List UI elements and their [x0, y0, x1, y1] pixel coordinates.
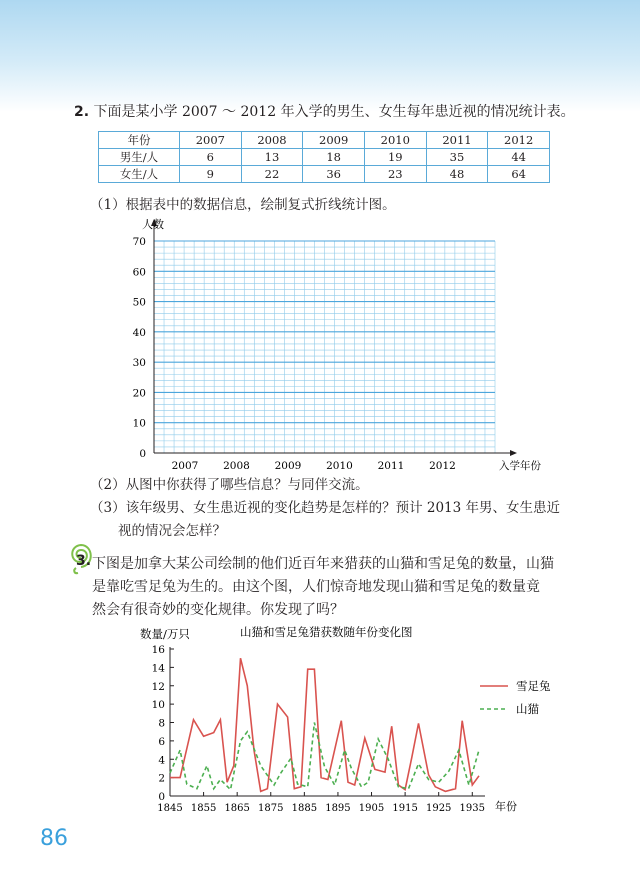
table-header-cell: 2008	[241, 132, 303, 149]
table-header-cell: 2012	[488, 132, 550, 149]
x-tick-label: 2009	[274, 460, 302, 472]
x-axis-label: 年份	[495, 800, 517, 813]
page-header-band	[0, 0, 640, 112]
x-tick-label: 2011	[377, 460, 405, 472]
sub-question-2: （2）从图中你获得了哪些信息？与同伴交流。	[90, 477, 369, 493]
y-tick-label: 40	[132, 326, 146, 339]
sub-question-3-line2: 视的情况会怎样？	[118, 523, 226, 539]
table-cell: 44	[488, 149, 550, 166]
legend-label: 雪足兔	[516, 679, 551, 693]
question-3-number: 3.	[76, 553, 92, 569]
x-tick-label: 1885	[291, 803, 318, 814]
table-header-cell: 2007	[180, 132, 242, 149]
series-line-lynx	[170, 723, 479, 790]
y-tick-label: 4	[158, 754, 165, 767]
y-tick-label: 12	[151, 680, 165, 693]
y-tick-label: 70	[132, 236, 146, 248]
table-row	[99, 149, 550, 166]
stats-table	[98, 131, 550, 183]
table-cell: 6	[180, 149, 242, 166]
chart-title: 山猫和雪足兔猎获数随年份变化图	[240, 625, 413, 639]
y-tick-label: 8	[158, 717, 165, 730]
question-3-line1: 下图是加拿大某公司绘制的他们近百年来猎获的山猫和雪足兔的数量，山猫	[92, 556, 554, 572]
y-tick-label: 16	[151, 644, 165, 656]
y-axis-label: 数量/万只	[140, 627, 190, 641]
x-tick-label: 1895	[325, 803, 351, 814]
question-3	[92, 553, 572, 622]
sub-question-3-line1: （3）该年级男、女生患近视的变化趋势是怎样的？预计 2013 年男、女生患近	[90, 500, 561, 516]
page-number: 86	[40, 826, 68, 851]
table-cell: 36	[303, 166, 365, 183]
y-tick-label: 0	[139, 448, 146, 460]
y-tick-label: 50	[132, 296, 146, 309]
x-tick-label: 1845	[157, 803, 183, 814]
x-tick-label: 1925	[425, 803, 452, 814]
x-tick-label: 2007	[171, 460, 199, 472]
series-line-hare	[170, 658, 479, 791]
table-header-cell: 2009	[303, 132, 365, 149]
table-cell: 23	[364, 166, 426, 183]
x-tick-label: 2008	[223, 460, 250, 472]
table-cell: 9	[180, 166, 242, 183]
table-header-cell: 2010	[364, 132, 426, 149]
y-tick-label: 20	[132, 387, 146, 400]
table-cell: 22	[241, 166, 303, 183]
table-row	[99, 166, 550, 183]
table-cell: 13	[241, 149, 303, 166]
table-cell: 64	[488, 166, 550, 183]
table-cell: 35	[426, 149, 488, 166]
table-header-cell: 年份	[99, 132, 180, 149]
x-tick-label: 1905	[358, 803, 385, 814]
y-tick-label: 0	[158, 791, 165, 803]
y-tick-label: 60	[132, 266, 146, 279]
x-tick-label: 1915	[392, 803, 418, 814]
table-cell: 48	[426, 166, 488, 183]
question-2-text: 下面是某小学 2007 ～ 2012 年入学的男生、女生每年患近视的情况统计表。	[93, 104, 575, 120]
legend-label: 山猫	[516, 702, 539, 716]
x-axis-label: 入学年份	[499, 460, 541, 472]
y-tick-label: 2	[158, 772, 165, 785]
y-tick-label: 14	[151, 662, 165, 675]
table-cell: 女生/人	[99, 166, 180, 183]
question-2-number: 2.	[74, 104, 90, 120]
table-cell: 18	[303, 149, 365, 166]
x-tick-label: 1935	[459, 803, 486, 814]
x-tick-label: 1875	[258, 803, 284, 814]
question-2	[74, 103, 594, 121]
table-header-cell: 2011	[426, 132, 488, 149]
x-tick-label: 2012	[429, 460, 456, 472]
table-cell: 男生/人	[99, 149, 180, 166]
question-3-line2: 是靠吃雪足兔为生的。由这个图，人们惊奇地发现山猫和雪足兔的数量竟	[92, 579, 540, 595]
x-axis-arrow	[510, 450, 517, 456]
y-tick-label: 10	[132, 417, 146, 430]
y-tick-label: 30	[132, 357, 146, 370]
x-tick-label: 2010	[326, 460, 353, 472]
y-tick-label: 10	[151, 699, 165, 712]
blank-grid-chart	[100, 212, 570, 474]
x-tick-label: 1855	[190, 803, 217, 814]
table-cell: 19	[364, 149, 426, 166]
y-tick-label: 6	[158, 735, 165, 748]
table-header-row	[99, 132, 550, 149]
sub-question-1: （1）根据表中的数据信息，绘制复式折线统计图。	[90, 197, 396, 213]
lynx-hare-chart	[130, 620, 580, 820]
y-axis-label: 人数	[142, 218, 164, 231]
x-tick-label: 1865	[224, 803, 250, 814]
question-3-line3: 然会有很奇妙的变化规律。你发现了吗？	[92, 602, 344, 618]
